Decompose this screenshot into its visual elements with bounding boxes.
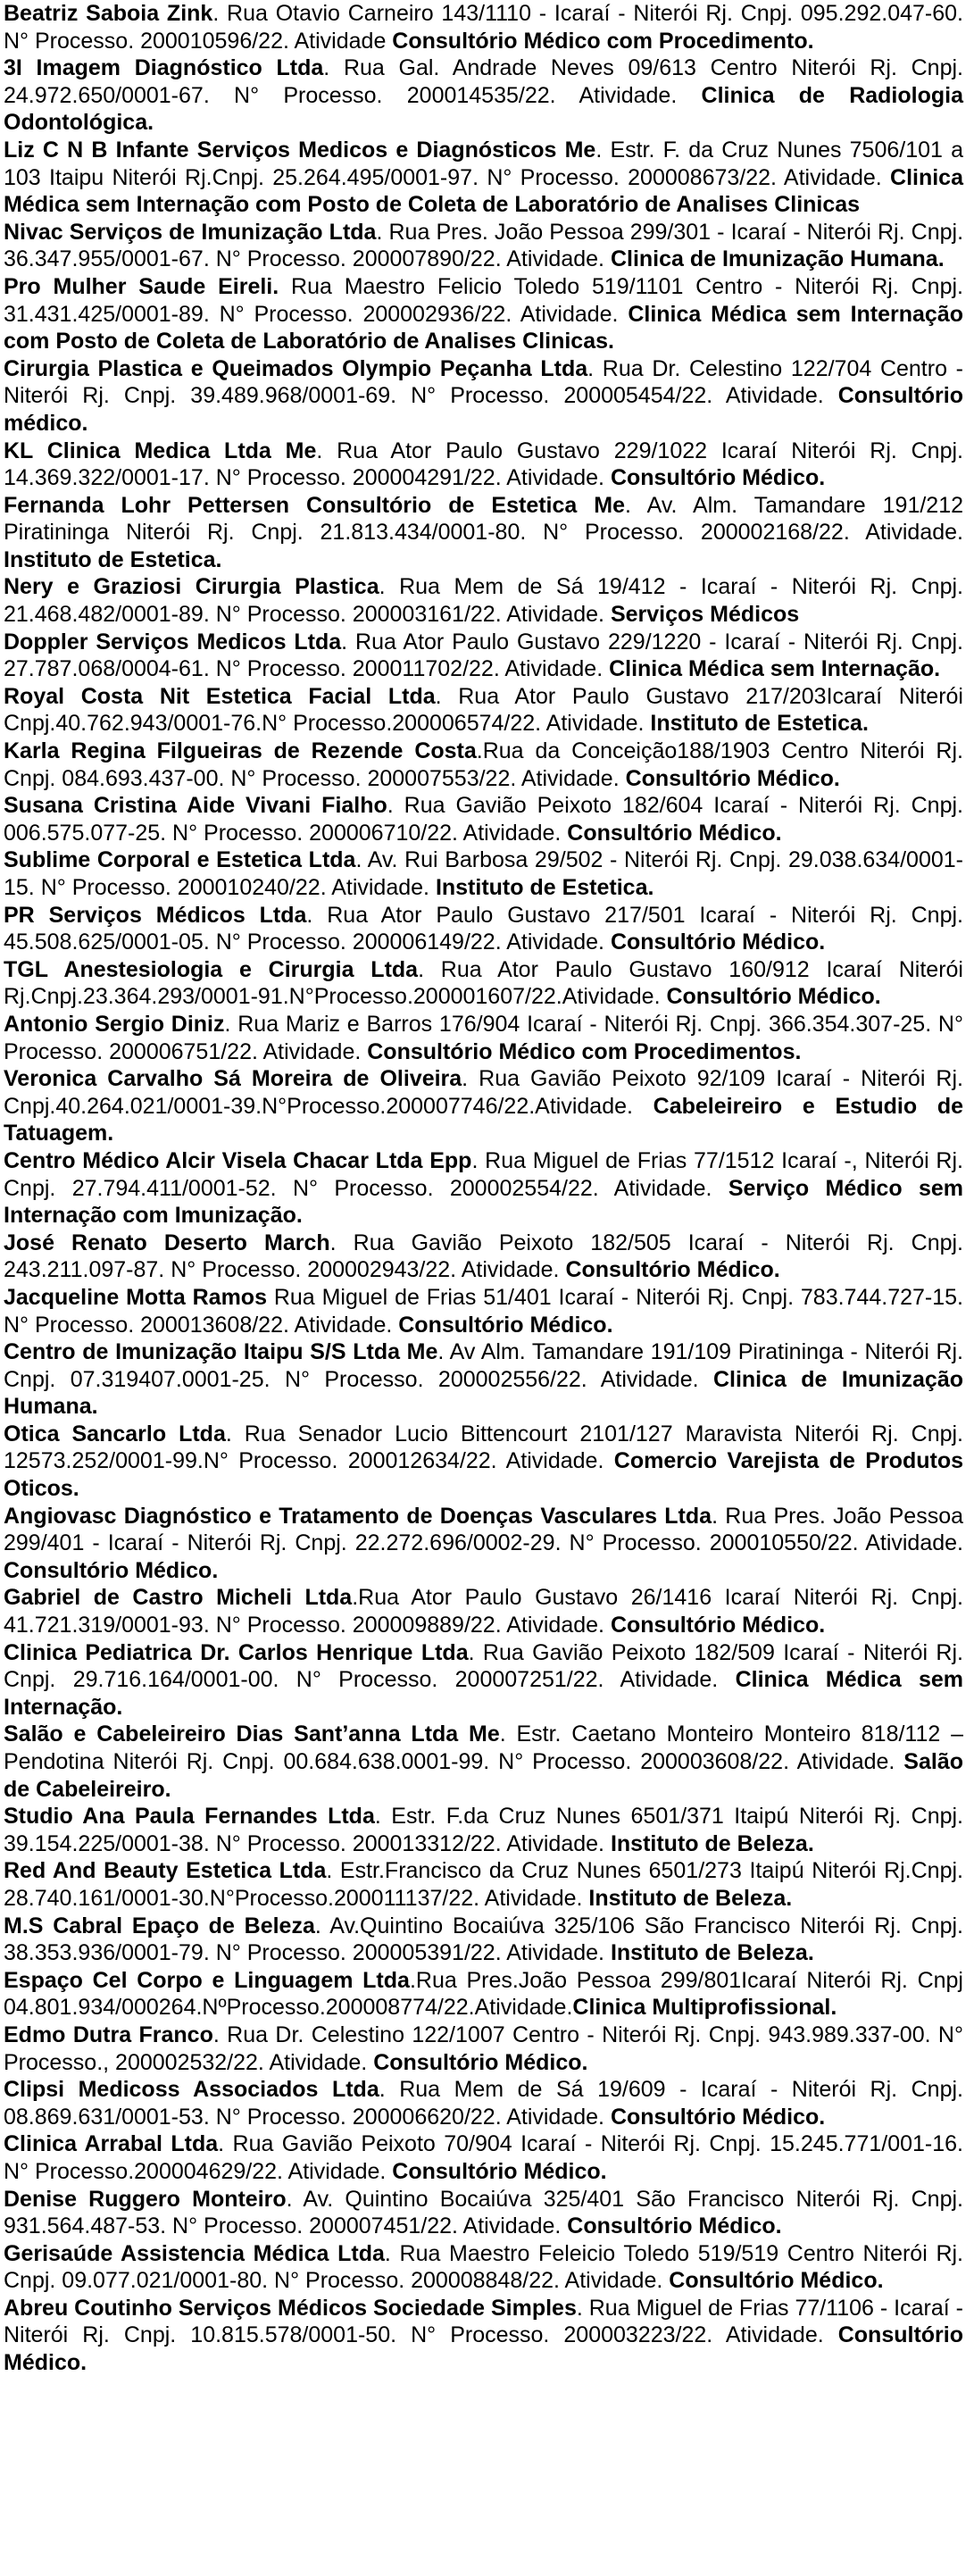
- entry-details: . Rua Pres. João Pessoa 299/401 - Icaraí - Niterói Rj. Cnpj. 22.272.696/0002-29. N° Processo. 200010550/22. Atividade.: [4, 1503, 964, 1556]
- entry-company-name: Denise Ruggero Monteiro: [4, 2186, 287, 2212]
- entry-activity: Consultório Médico com Procedimento.: [392, 28, 814, 54]
- license-entry: [4, 573, 963, 628]
- entry-activity: Consultório Médico.: [625, 765, 840, 791]
- entry-activity: Instituto de Estetica.: [650, 711, 869, 737]
- entry-company-name: Edmo Dutra Franco: [4, 2022, 213, 2047]
- entry-activity: Instituto de Estetica.: [4, 546, 222, 572]
- entry-company-name: José Renato Deserto March: [4, 1230, 330, 1255]
- entry-activity: Consultório Médico.: [4, 1557, 219, 1583]
- entry-details: . Rua Miguel de Frias 77/1512 Icaraí -, Niterói Rj. Cnpj. 27.794.411/0001-52. N° Processo. 200002554/22. Atividade.: [4, 1147, 963, 1201]
- license-entry: [4, 492, 963, 574]
- entry-company-name: Red And Beauty Estetica Ltda: [4, 1858, 327, 1884]
- entry-activity: Consultório Médico.: [567, 2213, 782, 2239]
- entry-details: . Rua Miguel de Frias 77/1106 - Icaraí - Niterói Rj. Cnpj. 10.815.578/0001-50. N° Processo. 200003223/22. Atividade.: [4, 2295, 963, 2348]
- entry-activity: Comercio Varejista de Produtos Oticos.: [4, 1448, 963, 1502]
- license-entry: [4, 683, 963, 738]
- entry-company-name: Gerisaúde Assistencia Médica Ltda: [4, 2240, 385, 2266]
- entry-company-name: Beatriz Saboia Zink: [4, 1, 213, 26]
- license-entry: [4, 629, 963, 683]
- entry-activity: Consultório médico.: [4, 383, 963, 436]
- license-entry: [4, 219, 963, 273]
- entry-details: . Av. Quintino Bocaiúva 325/401 São Francisco Niterói Rj. Cnpj. 931.564.487-53. N° Processo. 200007451/22. Atividade.: [4, 2186, 963, 2239]
- entry-details: . Rua Ator Paulo Gustavo 160/912 Icaraí Niterói Rj.Cnpj.23.364.293/0001-91.N°Processo.200001607/22.Atividade.: [4, 956, 963, 1010]
- license-entry: [4, 792, 963, 846]
- entry-company-name: Royal Costa Nit Estetica Facial Ltda: [4, 683, 436, 709]
- license-entry: [4, 0, 963, 54]
- license-entry: [4, 1503, 963, 1585]
- entry-details: . Rua Ator Paulo Gustavo 229/1022 Icaraí Niterói Rj. Cnpj. 14.369.322/0001-17. N° Processo. 200004291/22. Atividade.: [4, 438, 963, 491]
- entry-details: . Av Alm. Tamandare 191/109 Piratininga - Niterói Rj. Cnpj. 07.319407.0001-25. N° Processo. 200002556/22. Atividade.: [4, 1339, 964, 1392]
- entry-details: . Av. Alm. Tamandare 191/212 Piratininga Niterói Rj. Cnpj. 21.813.434/0001-80. N° Processo. 200002168/22. Atividade.: [4, 492, 963, 546]
- entry-company-name: Karla Regina Filgueiras de Rezende Costa: [4, 738, 477, 764]
- entry-activity: Consultório Médico.: [565, 1257, 780, 1283]
- entry-activity: Consultório Médico.: [610, 2104, 826, 2130]
- license-entry: [4, 1967, 963, 2022]
- entry-company-name: Centro de Imunização Itaipu S/S Ltda Me: [4, 1339, 438, 1365]
- entry-company-name: Clipsi Medicoss Associados Ltda: [4, 2077, 379, 2103]
- entry-details: . Rua Mem de Sá 19/609 - Icaraí - Niterói Rj. Cnpj. 08.869.631/0001-53. N° Processo. 200006620/22. Atividade.: [4, 2077, 963, 2130]
- entry-company-name: Sublime Corporal e Estetica Ltda: [4, 847, 356, 873]
- entry-activity: Consultório Médico.: [669, 2268, 884, 2294]
- license-entry: [4, 2130, 963, 2185]
- license-entry: [4, 1913, 963, 1967]
- entry-details: . Rua Maestro Feleicio Toledo 519/519 Centro Niterói Rj. Cnpj. 09.077.021/0001-80. N° Processo. 200008848/22. Atividade.: [4, 2240, 963, 2294]
- entry-company-name: PR Serviços Médicos Ltda: [4, 902, 307, 928]
- entry-details: . Rua Mem de Sá 19/412 - Icaraí - Niterói Rj. Cnpj. 21.468.482/0001-89. N° Processo. 200003161/22. Atividade.: [4, 574, 964, 628]
- entry-company-name: Nivac Serviços de Imunização Ltda: [4, 219, 377, 245]
- license-entry: [4, 1011, 963, 1065]
- entry-company-name: Angiovasc Diagnóstico e Tratamento de Doenças Vasculares Ltda: [4, 1503, 712, 1529]
- entry-company-name: Susana Cristina Aide Vivani Fialho: [4, 793, 387, 819]
- entry-details: . Av. Rui Barbosa 29/502 - Niterói Rj. Cnpj. 29.038.634/0001-15. N° Processo. 200010240/22. Atividade.: [4, 847, 963, 900]
- entry-company-name: Pro Mulher Saude Eireli.: [4, 273, 279, 299]
- entry-activity: Clinica Multiprofissional.: [572, 1995, 837, 2021]
- entry-activity: Salão de Cabeleireiro.: [4, 1749, 963, 1802]
- entry-company-name: Cirurgia Plastica e Queimados Olympio Peçanha Ltda: [4, 355, 588, 381]
- license-entry: [4, 1857, 963, 1912]
- entry-details: .Rua Pres.João Pessoa 299/801Icaraí Niterói Rj. Cnpj 04.801.934/000264.NºProcesso.200008774/22.Atividade.: [4, 1967, 963, 2021]
- entry-activity: Cabeleireiro e Estudio de Tatuagem.: [4, 1093, 963, 1146]
- entry-details: . Rua Ator Paulo Gustavo 217/203Icaraí Niterói Cnpj.40.762.943/0001-76.N° Processo.200006574/22. Atividade.: [4, 683, 963, 737]
- entry-activity: Consultório Médico.: [373, 2049, 588, 2075]
- license-entry: [4, 2076, 963, 2130]
- entry-details: . Estr.Francisco da Cruz Nunes 6501/273 Itaipú Niterói Rj.Cnpj. 28.740.161/0001-30.N°Processo.200011137/22. Atividade.: [4, 1858, 963, 1911]
- entry-company-name: 3I Imagem Diagnóstico Ltda: [4, 55, 324, 81]
- entry-activity: Clinica Médica sem Internação com Posto de Coleta de Laboratório de Analises Clinicas.: [4, 301, 964, 354]
- entry-details: Rua Miguel de Frias 51/401 Icaraí - Niterói Rj. Cnpj. 783.744.727-15. N° Processo. 200013608/22. Atividade.: [4, 1284, 963, 1338]
- entry-company-name: Antonio Sergio Diniz: [4, 1011, 225, 1037]
- entry-details: .Rua da Conceição188/1903 Centro Niterói Rj. Cnpj. 084.693.437-00. N° Processo. 200007553/22. Atividade.: [4, 738, 963, 791]
- license-entry: [4, 54, 963, 137]
- entry-activity: Instituto de Estetica.: [435, 875, 654, 900]
- entry-details: . Rua Gavião Peixoto 70/904 Icaraí - Niterói Rj. Cnpj. 15.245.771/001-16. N° Processo.200004629/22. Atividade.: [4, 2131, 963, 2184]
- entry-company-name: Otica Sancarlo Ltda: [4, 1421, 226, 1446]
- entry-details: . Rua Mariz e Barros 176/904 Icaraí - Niterói Rj. Cnpj. 366.354.307-25. N° Processo. 200006751/22. Atividade.: [4, 1011, 963, 1064]
- entry-activity: Consultório Médico.: [666, 984, 881, 1010]
- entry-activity: Consultório Médico.: [392, 2158, 607, 2184]
- entry-activity: Instituto de Beleza.: [610, 1830, 814, 1856]
- entry-company-name: KL Clinica Medica Ltda Me: [4, 438, 317, 463]
- entry-company-name: Gabriel de Castro Micheli Ltda: [4, 1585, 353, 1611]
- license-entry: [4, 1584, 963, 1638]
- entry-details: . Rua Otavio Carneiro 143/1110 - Icaraí - Niterói Rj. Cnpj. 095.292.047-60. N° Processo. 200010596/22. Atividade: [4, 1, 963, 54]
- entry-details: .Rua Ator Paulo Gustavo 26/1416 Icaraí Niterói Rj. Cnpj. 41.721.319/0001-93. N° Processo. 200009889/22. Atividade.: [4, 1585, 963, 1638]
- entry-activity: Clinica de Imunização Humana.: [610, 246, 945, 272]
- license-entry: [4, 273, 963, 355]
- license-entry: [4, 2295, 963, 2377]
- entry-details: . Av.Quintino Bocaiúva 325/106 São Francisco Niterói Rj. Cnpj. 38.353.936/0001-79. N° Processo. 200005391/22. Atividade.: [4, 1913, 963, 1966]
- license-entry: [4, 1338, 963, 1421]
- entry-activity: Serviço Médico sem Internação com Imunização.: [4, 1175, 963, 1229]
- entry-activity: Instituto de Beleza.: [588, 1885, 793, 1911]
- entry-details: . Estr. F.da Cruz Nunes 6501/371 Itaipú Niterói Rj. Cnpj. 39.154.225/0001-38. N° Processo. 200013312/22. Atividade.: [4, 1804, 964, 1856]
- license-entry: [4, 846, 963, 901]
- entry-activity: Consultório Médico.: [610, 1613, 826, 1638]
- license-entry: [4, 956, 963, 1011]
- entry-activity: Consultório Médico.: [398, 1312, 613, 1338]
- entry-company-name: Espaço Cel Corpo e Linguagem Ltda: [4, 1967, 410, 1993]
- license-entry: [4, 1230, 963, 1284]
- license-entry: [4, 738, 963, 792]
- entry-details: . Estr. Caetano Monteiro Monteiro 818/112 – Pendotina Niterói Rj. Cnpj. 00.684.638.0001-99. N° Processo. 200003608/22. Atividade.: [4, 1722, 963, 1774]
- entry-company-name: Veronica Carvalho Sá Moreira de Oliveira: [4, 1066, 462, 1092]
- entry-activity: Consultório Médico.: [610, 465, 826, 491]
- license-entry: [4, 1421, 963, 1503]
- entry-details: . Rua Dr. Celestino 122/704 Centro - Niterói Rj. Cnpj. 39.489.968/0001-69. N° Processo. 200005454/22. Atividade.: [4, 355, 963, 409]
- license-entry: [4, 1803, 963, 1857]
- entry-details: . Rua Pres. João Pessoa 299/301 - Icaraí - Niterói Rj. Cnpj. 36.347.955/0001-67. N° Processo. 200007890/22. Atividade.: [4, 219, 964, 272]
- entry-company-name: Abreu Coutinho Serviços Médicos Sociedade Simples: [4, 2295, 577, 2321]
- license-entry: [4, 1284, 963, 1338]
- entry-company-name: Nery e Graziosi Cirurgia Plastica: [4, 574, 379, 600]
- entry-activity: Clinica de Radiologia Odontológica.: [4, 82, 963, 136]
- entry-activity: Consultório Médico.: [567, 820, 782, 846]
- entry-company-name: Liz C N B Infante Serviços Medicos e Diagnósticos Me: [4, 137, 596, 163]
- entry-details: Rua Maestro Felicio Toledo 519/1101 Centro - Niterói Rj. Cnpj. 31.431.425/0001-89. N° Processo. 200002936/22. Atividade.: [4, 273, 963, 327]
- license-entry: [4, 2240, 963, 2295]
- license-entry: [4, 902, 963, 956]
- entry-activity: Instituto de Beleza.: [610, 1940, 814, 1966]
- entry-activity: Consultório Médico com Procedimentos.: [367, 1038, 802, 1064]
- entry-activity: Serviços Médicos: [610, 602, 800, 628]
- license-entry: [4, 1639, 963, 1722]
- entry-details: . Rua Dr. Celestino 122/1007 Centro - Niterói Rj. Cnpj. 943.989.337-00. N° Processo., 200002532/22. Atividade.: [4, 2022, 963, 2075]
- entry-activity: Clinica de Imunização Humana.: [4, 1366, 963, 1420]
- entry-details: . Rua Ator Paulo Gustavo 229/1220 - Icaraí - Niterói Rj. Cnpj. 27.787.068/0004-61. N° Processo. 200011702/22. Atividade.: [4, 629, 963, 682]
- entry-company-name: Fernanda Lohr Pettersen Consultório de Estetica Me: [4, 492, 626, 518]
- license-entry: [4, 2022, 963, 2076]
- entry-company-name: TGL Anestesiologia e Cirurgia Ltda: [4, 956, 419, 982]
- entry-company-name: Jacqueline Motta Ramos: [4, 1284, 267, 1310]
- entry-details: . Estr. F. da Cruz Nunes 7506/101 a 103 Itaipu Niterói Rj.Cnpj. 25.264.495/0001-97. N° Processo. 200008673/22. Atividade.: [4, 137, 964, 190]
- entry-details: . Rua Gavião Peixoto 92/109 Icaraí - Niterói Rj. Cnpj.40.264.021/0001-39.N°Processo.200007746/22.Atividade.: [4, 1066, 963, 1119]
- entry-details: . Rua Gavião Peixoto 182/604 Icaraí - Niterói Rj. Cnpj. 006.575.077-25. N° Processo. 200006710/22. Atividade.: [4, 793, 963, 846]
- entry-activity: Clinica Médica sem Internação.: [609, 656, 941, 682]
- entry-company-name: Salão e Cabeleireiro Dias Sant’anna Ltda Me: [4, 1722, 500, 1747]
- entry-activity: Consultório Médico.: [610, 930, 826, 955]
- license-entry: [4, 438, 963, 492]
- entry-activity: Clinica Médica sem Internação com Posto de Coleta de Laboratório de Analises Clinicas: [4, 164, 963, 218]
- entry-details: . Rua Gal. Andrade Neves 09/613 Centro Niterói Rj. Cnpj. 24.972.650/0001-67. N° Processo. 200014535/22. Atividade.: [4, 55, 963, 108]
- entry-company-name: Studio Ana Paula Fernandes Ltda: [4, 1804, 375, 1830]
- entry-details: . Rua Senador Lucio Bittencourt 2101/127 Maravista Niterói Rj. Cnpj. 12573.252/0001-99.N° Processo. 200012634/22. Atividade.: [4, 1421, 964, 1474]
- license-entry: [4, 1147, 963, 1230]
- entry-company-name: M.S Cabral Epaço de Beleza: [4, 1913, 315, 1938]
- entry-company-name: Clinica Pediatrica Dr. Carlos Henrique Ltda: [4, 1639, 469, 1665]
- license-entry: [4, 355, 963, 438]
- entry-details: . Rua Gavião Peixoto 182/505 Icaraí - Niterói Rj. Cnpj. 243.211.097-87. N° Processo. 200002943/22. Atividade.: [4, 1230, 963, 1283]
- entry-details: . Rua Ator Paulo Gustavo 217/501 Icaraí - Niterói Rj. Cnpj. 45.508.625/0001-05. N° Processo. 200006149/22. Atividade.: [4, 902, 963, 955]
- entry-activity: Clinica Médica sem Internação.: [4, 1667, 963, 1720]
- entry-activity: Consultório Médico.: [4, 2322, 963, 2376]
- entry-company-name: Clinica Arrabal Ltda: [4, 2131, 219, 2157]
- license-entry: [4, 2186, 963, 2240]
- entry-details: . Rua Gavião Peixoto 182/509 Icaraí - Niterói Rj. Cnpj. 29.716.164/0001-00. N° Processo. 200007251/22. Atividade.: [4, 1639, 963, 1693]
- license-entry: [4, 137, 963, 219]
- entry-company-name: Doppler Serviços Medicos Ltda: [4, 629, 342, 654]
- entry-company-name: Centro Médico Alcir Visela Chacar Ltda Epp: [4, 1147, 472, 1173]
- license-entry: [4, 1065, 963, 1147]
- license-entry: [4, 1721, 963, 1803]
